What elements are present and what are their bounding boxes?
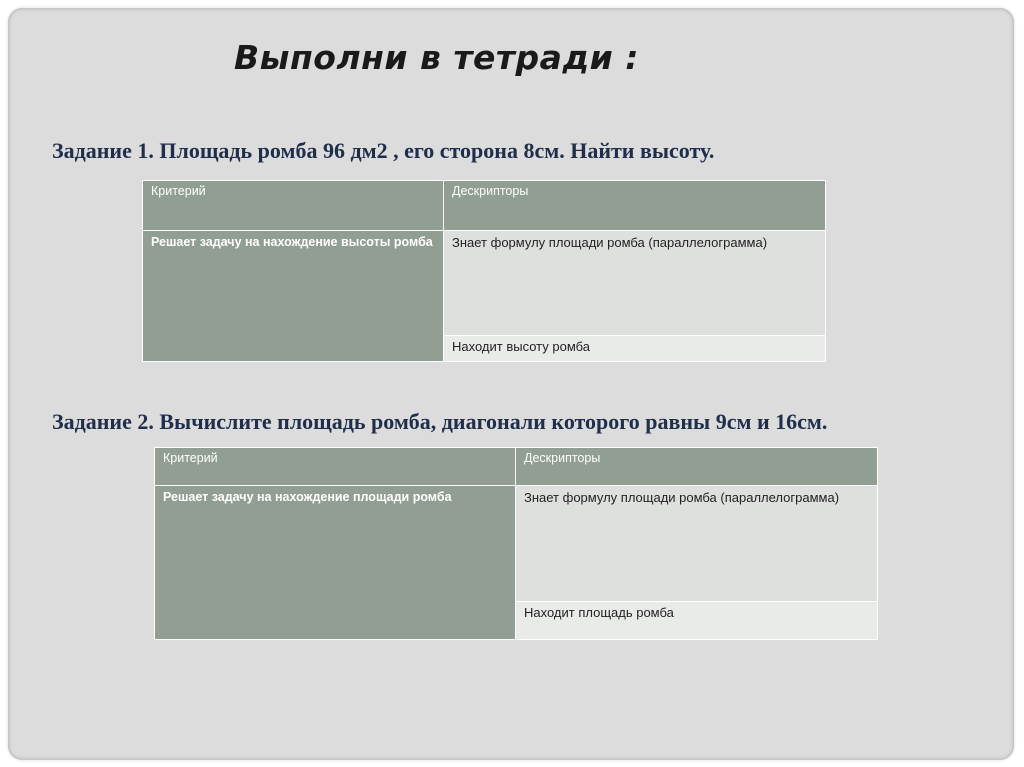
slide: [8, 8, 1014, 760]
descriptor-cell: Находит высоту ромба: [444, 336, 826, 362]
criterion-cell: Решает задачу на нахождение высоты ромба: [143, 231, 444, 362]
task-1-text: Задание 1. Площадь ромба 96 дм2 , его сторона 8см. Найти высоту.: [52, 138, 715, 163]
criterion-cell: Решает задачу на нахождение площади ромба: [155, 486, 516, 640]
slide-title: Выполни в тетради :: [234, 38, 639, 77]
header-criterion: Критерий: [155, 448, 516, 486]
header-descriptors: Дескрипторы: [444, 181, 826, 231]
descriptor-cell: Находит площадь ромба: [516, 602, 878, 640]
task-2-text: Задание 2. Вычислите площадь ромба, диагонали которого равны 9см и 16см.: [52, 409, 828, 434]
header-descriptors: Дескрипторы: [516, 448, 878, 486]
criteria-table-1: [142, 180, 826, 362]
header-criterion: Критерий: [143, 181, 444, 231]
descriptor-cell: Знает формулу площади ромба (параллелограмма): [516, 486, 878, 602]
criteria-table-2: [154, 447, 878, 640]
descriptor-cell: Знает формулу площади ромба (параллелограмма): [444, 231, 826, 336]
